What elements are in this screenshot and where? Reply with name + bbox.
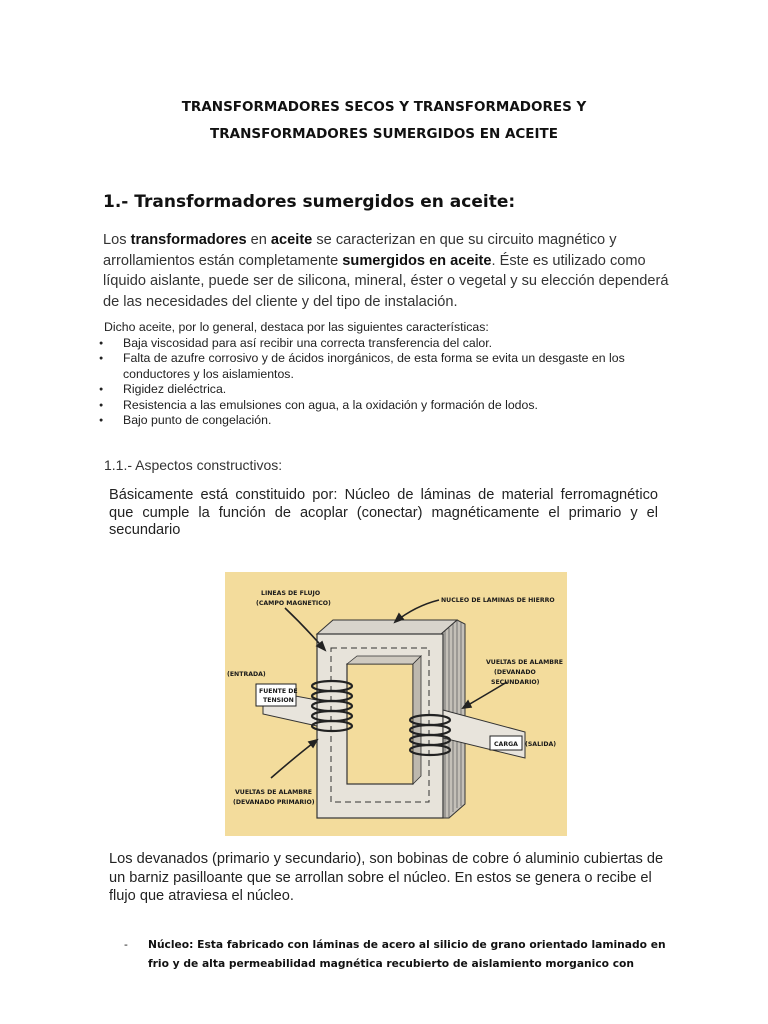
intro-text-4: . Éste es utilizado como líquido aislante, puede ser de silicona, mineral, éster o vegetal y su elección dependerá de las necesidades del cliente y del tipo de instalación.	[103, 252, 669, 310]
subsection-heading: 1.1.- Aspectos constructivos:	[104, 457, 283, 473]
label-load: CARGA	[494, 741, 518, 748]
label-secondary-turns-2: (DEVANADO	[494, 669, 536, 676]
intro-bold-sumergidos: sumergidos en aceite	[342, 252, 492, 269]
core-top-face	[317, 620, 457, 634]
transformer-illustration	[225, 572, 567, 836]
intro-text-2: en	[246, 232, 271, 248]
intro-paragraph	[103, 230, 673, 312]
list-item: ● Baja viscosidad para así recibir una correcta transferencia del calor.	[123, 336, 664, 352]
label-output: (SALIDA)	[525, 741, 557, 748]
label-flux-lines: LINEAS DE FLUJO	[261, 590, 321, 597]
oil-properties	[104, 320, 664, 429]
label-secondary-turns-3: SECUNDARIO)	[491, 679, 540, 686]
properties-list	[104, 336, 664, 429]
label-voltage-source-2: TENSION	[263, 697, 294, 704]
list-item: ● Resistencia a las emulsiones con agua, a la oxidación y formación de lodos.	[123, 398, 664, 414]
windings-paragraph: Los devanados (primario y secundario), son bobinas de cobre ó aluminio cubiertas de un barniz pasilloante que se arrollan sobre el núcleo. En estos se genera o recibe el flujo que atraviesa el núcleo.	[109, 851, 664, 904]
list-item: ● Falta de azufre corrosivo y de ácidos inorgánicos, de esta forma se evita un desgaste en los conductores y los aislamientos.	[123, 351, 664, 382]
label-magnetic-field: (CAMPO MAGNETICO)	[256, 600, 331, 607]
title-line-2: TRANSFORMADORES SUMERGIDOS EN ACEITE	[210, 126, 558, 142]
list-dash: -	[124, 938, 128, 951]
core-list-item	[124, 935, 668, 973]
label-primary-turns-1: VUELTAS DE ALAMBRE	[235, 789, 312, 796]
list-item: ● Rigidez dieléctrica.	[123, 382, 664, 398]
title-line-1: TRANSFORMADORES SECOS Y TRANSFORMADORES Y	[181, 99, 587, 115]
label-primary-turns-2: (DEVANADO PRIMARIO)	[233, 799, 315, 806]
label-secondary-turns-1: VUELTAS DE ALAMBRE	[486, 659, 563, 666]
construction-paragraph: Básicamente está constituido por: Núcleo de láminas de material ferromagnético que cumple la función de acoplar (conectar) magnéticamente el primario y el secundario	[109, 487, 658, 538]
transformer-diagram	[225, 572, 567, 836]
label-iron-core: NUCLEO DE LAMINAS DE HIERRO	[441, 597, 555, 604]
intro-bold-transformadores: transformadores	[130, 232, 247, 248]
properties-lead: Dicho aceite, por lo general, destaca por las siguientes características:	[104, 320, 489, 334]
core-label: Núcleo:	[148, 938, 194, 951]
core-window	[347, 664, 413, 784]
label-voltage-source-1: FUENTE DE	[259, 688, 298, 695]
intro-bold-aceite: aceite	[270, 232, 313, 248]
document-title	[0, 94, 768, 148]
core-description: Esta fabricado con láminas de acero al silicio de grano orientado laminado en frio y de alta permeabilidad magnética recubierto de aislamiento morganico con	[148, 938, 666, 970]
section-heading: 1.- Transformadores sumergidos en aceite:	[103, 192, 516, 212]
list-item: ● Bajo punto de congelación.	[123, 413, 664, 429]
label-input: (ENTRADA)	[227, 671, 266, 678]
intro-text-3: se caracterizan en que su circuito magnético y arrollamientos están completamente	[103, 232, 617, 269]
intro-text-1: Los	[103, 232, 131, 248]
